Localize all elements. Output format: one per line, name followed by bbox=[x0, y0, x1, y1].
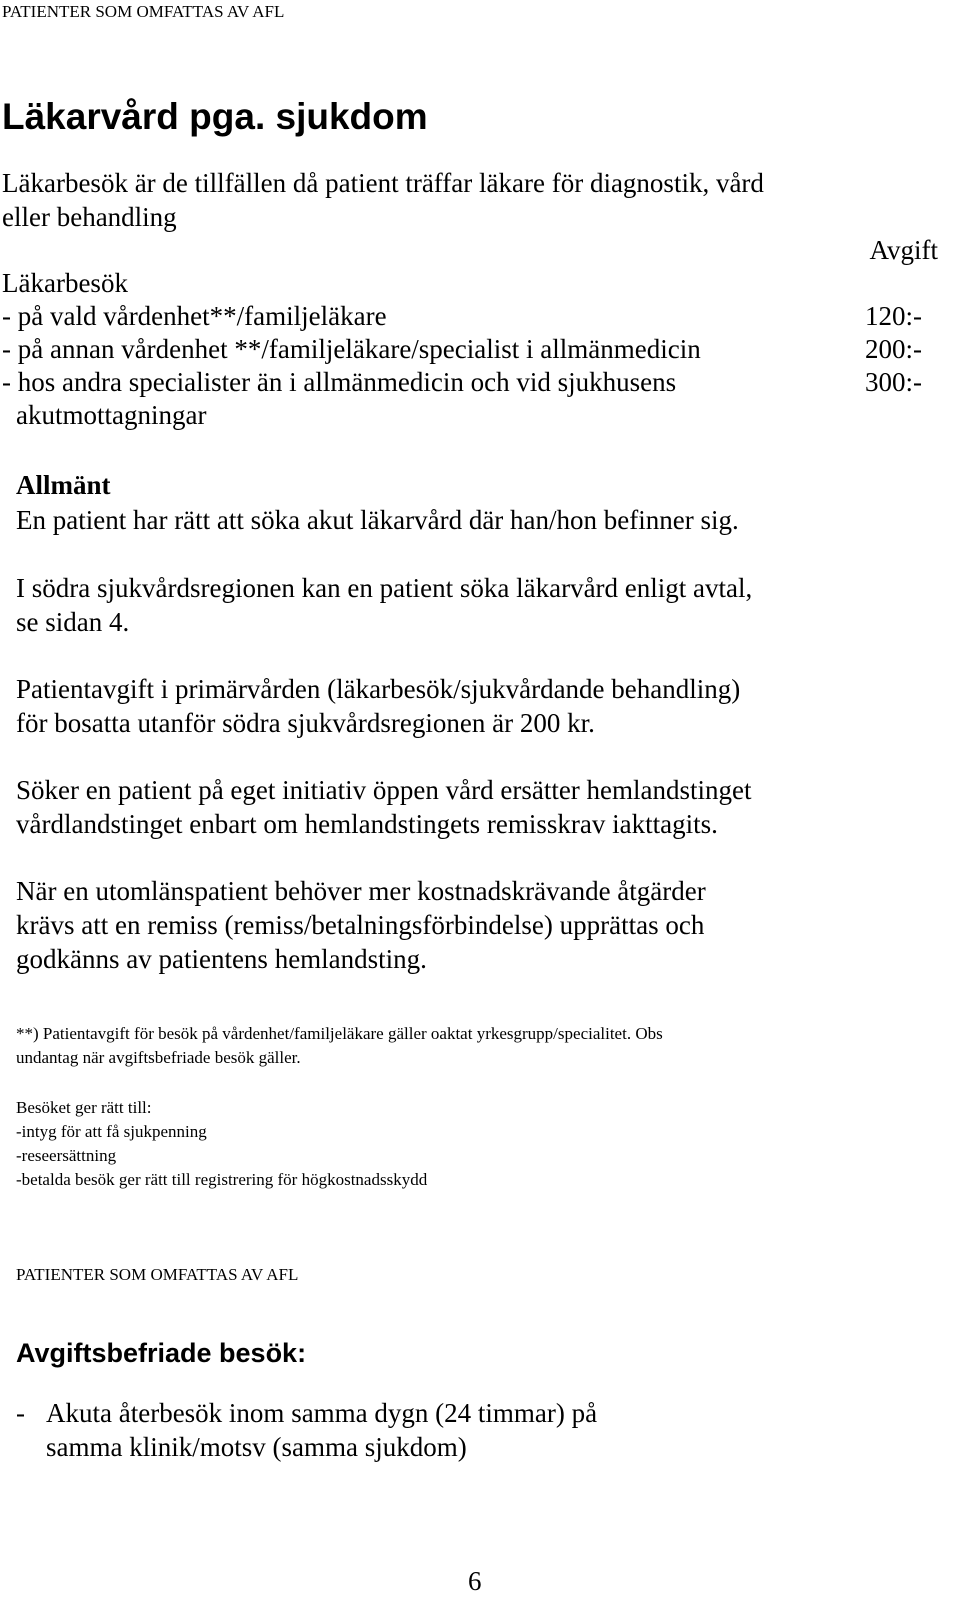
fee-label-continuation: akutmottagningar bbox=[16, 400, 207, 430]
paragraph-line: Patientavgift i primärvården (läkarbesök/sjukvårdande behandling) bbox=[16, 674, 741, 704]
exempt-list-item bbox=[16, 1396, 597, 1430]
allmant-heading: Allmänt bbox=[16, 470, 111, 500]
rights-heading: Besöket ger rätt till: bbox=[16, 1098, 152, 1117]
rights-list bbox=[16, 1096, 427, 1192]
section-heading: Avgiftsbefriade besök: bbox=[16, 1338, 307, 1368]
paragraph-line: för bosatta utanför södra sjukvårdsregionen är 200 kr. bbox=[16, 708, 595, 738]
paragraph bbox=[16, 571, 752, 639]
paragraph bbox=[16, 503, 739, 537]
fee-row bbox=[2, 367, 940, 430]
footnote bbox=[16, 1022, 663, 1070]
fee-group-label: Läkarbesök bbox=[2, 268, 128, 298]
list-dash: - bbox=[16, 1398, 25, 1428]
paragraph-line: godkänns av patientens hemlandsting. bbox=[16, 944, 427, 974]
fee-label: - på annan vårdenhet **/familjeläkare/specialist i allmänmedicin bbox=[2, 334, 701, 364]
paragraph-line: Söker en patient på eget initiativ öppen vård ersätter hemlandstinget bbox=[16, 775, 752, 805]
fee-label: - hos andra specialister än i allmänmedicin och vid sjukhusens bbox=[2, 367, 677, 397]
footnote-line: undantag när avgiftsbefriade besök gäller. bbox=[16, 1048, 301, 1067]
fee-amount: 300:- bbox=[865, 367, 922, 397]
list-item-continuation: samma klinik/motsv (samma sjukdom) bbox=[46, 1432, 467, 1462]
rights-item: -intyg för att få sjukpenning bbox=[16, 1122, 207, 1141]
fee-row bbox=[2, 301, 940, 334]
page-number: 6 bbox=[468, 1566, 482, 1596]
paragraph-line: se sidan 4. bbox=[16, 607, 130, 637]
fee-row bbox=[2, 334, 940, 367]
intro-line: Läkarbesök är de tillfällen då patient träffar läkare för diagnostik, vård bbox=[2, 168, 764, 198]
paragraph-line: vårdlandstinget enbart om hemlandstingets remisskrav iakttagits. bbox=[16, 809, 718, 839]
intro-paragraph bbox=[2, 166, 764, 234]
list-item-text: Akuta återbesök inom samma dygn (24 timmar) på bbox=[46, 1398, 598, 1428]
running-header: PATIENTER SOM OMFATTAS AV AFL bbox=[2, 2, 285, 21]
fee-column-heading: Avgift bbox=[869, 235, 938, 265]
rights-item: -reseersättning bbox=[16, 1146, 117, 1165]
exempt-list bbox=[16, 1396, 597, 1464]
paragraph bbox=[16, 773, 752, 841]
fee-amount: 120:- bbox=[865, 301, 922, 331]
paragraph-line: krävs att en remiss (remiss/betalningsförbindelse) upprättas och bbox=[16, 910, 705, 940]
paragraph-line: När en utomlänspatient behöver mer kostnadskrävande åtgärder bbox=[16, 876, 706, 906]
paragraph bbox=[16, 672, 740, 740]
paragraph-line: En patient har rätt att söka akut läkarvård där han/hon befinner sig. bbox=[16, 505, 739, 535]
fee-table bbox=[2, 268, 940, 430]
paragraph-line: I södra sjukvårdsregionen kan en patient söka läkarvård enligt avtal, bbox=[16, 573, 753, 603]
fee-label: - på vald vårdenhet**/familjeläkare bbox=[2, 301, 387, 331]
fee-amount: 200:- bbox=[865, 334, 922, 364]
running-header: PATIENTER SOM OMFATTAS AV AFL bbox=[16, 1265, 299, 1284]
intro-line: eller behandling bbox=[2, 202, 177, 232]
rights-item: -betalda besök ger rätt till registrering för högkostnadsskydd bbox=[16, 1170, 428, 1189]
paragraph bbox=[16, 874, 706, 976]
page-title: Läkarvård pga. sjukdom bbox=[2, 96, 428, 137]
fee-group-label-row bbox=[2, 268, 940, 301]
footnote-line: **) Patientavgift för besök på vårdenhet/familjeläkare gäller oaktat yrkesgrupp/specialitet. Obs bbox=[16, 1024, 663, 1043]
